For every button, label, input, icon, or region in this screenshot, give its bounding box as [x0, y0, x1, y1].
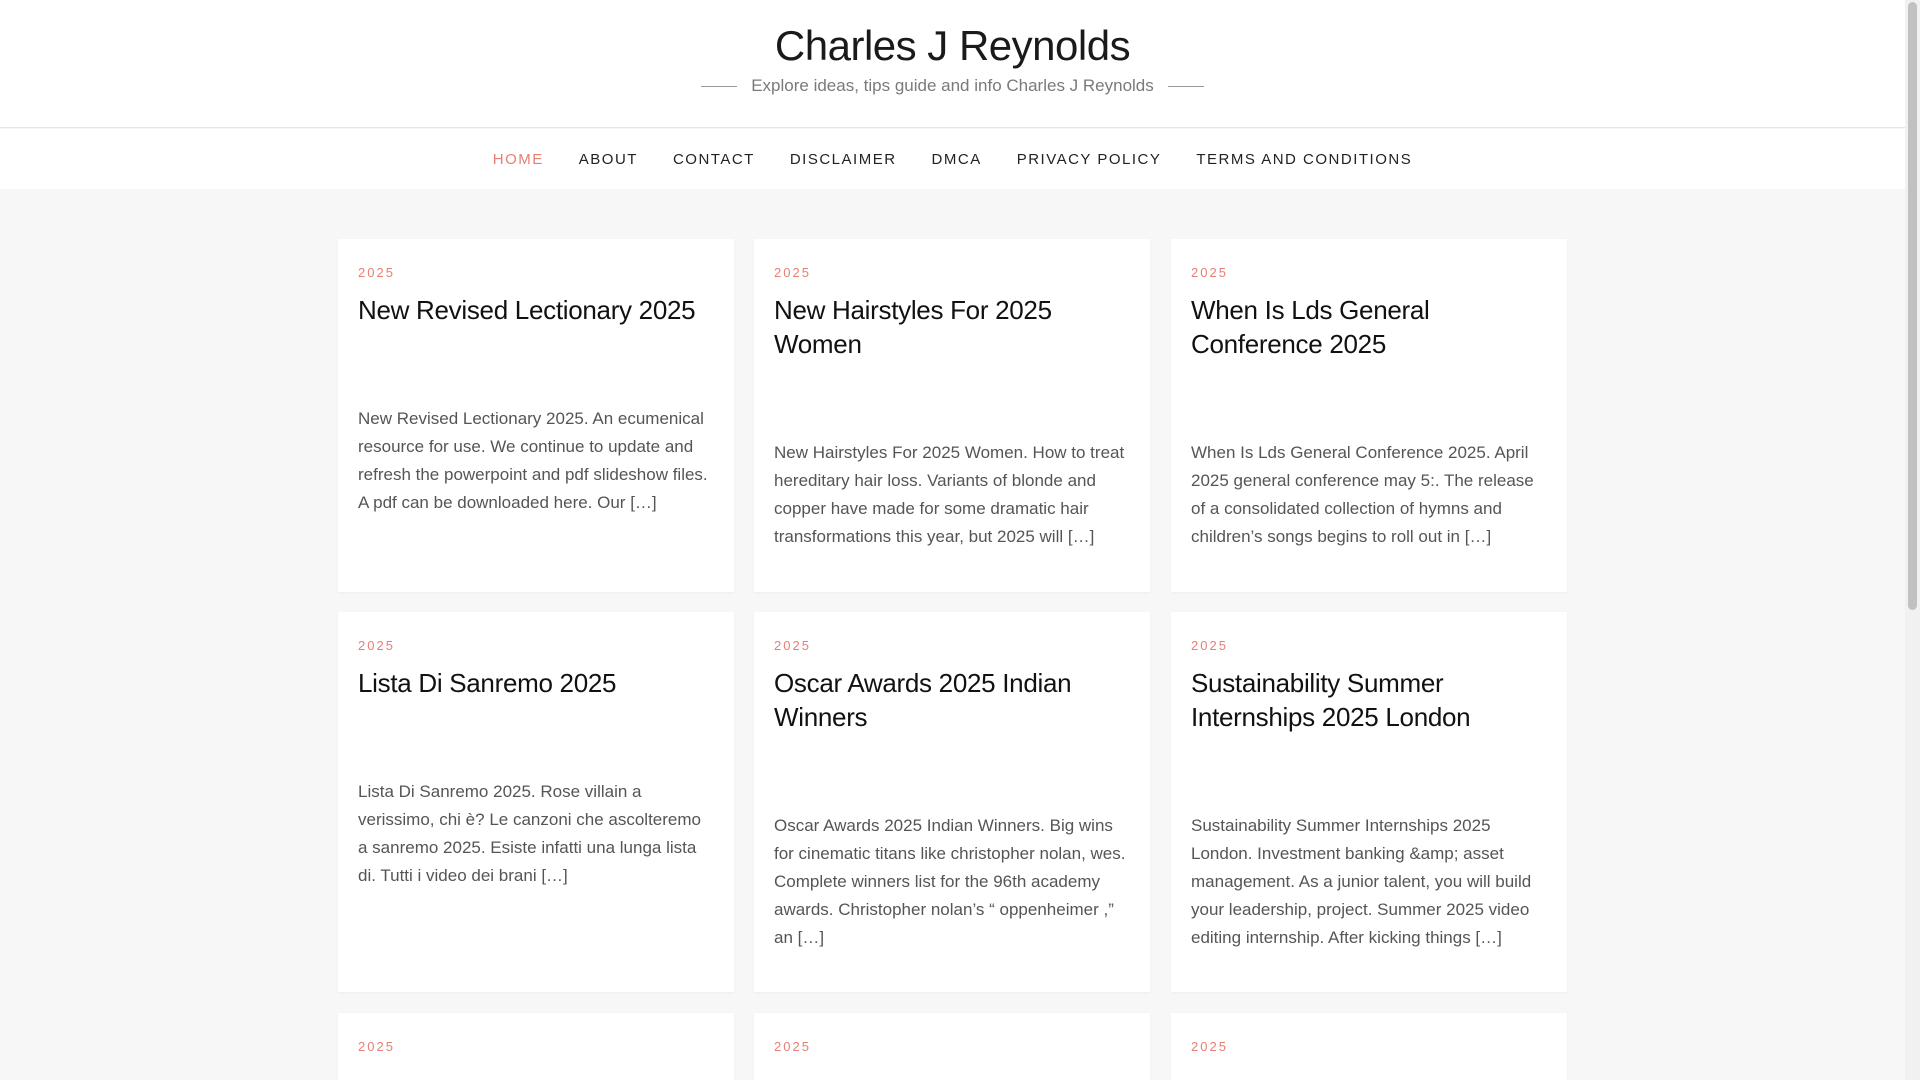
post-card [754, 1013, 1150, 1080]
tagline-divider-right [1168, 86, 1204, 87]
nav-item-privacy-policy[interactable]: PRIVACY POLICY [1016, 150, 1162, 168]
nav-item-dmca[interactable]: DMCA [931, 150, 982, 168]
post-card [338, 239, 734, 592]
nav-item-disclaimer[interactable]: DISCLAIMER [789, 150, 897, 168]
post-card [1171, 1013, 1567, 1080]
post-card [338, 1013, 734, 1080]
post-excerpt: New Hairstyles For 2025 Women. How to treat hereditary hair loss. Variants of blonde and copper have made for some dramatic hair transformations this year, but 2025 will […] [774, 443, 1125, 546]
post-excerpt: New Revised Lectionary 2025. An ecumenical resource for use. We continue to update and refresh the powerpoint and pdf slideshow files. A pdf can be downloaded here. Our […] [358, 409, 708, 512]
site-tagline: Explore ideas, tips guide and info Charles J Reynolds [751, 76, 1154, 95]
post-category-link[interactable]: 2025 [358, 1039, 395, 1054]
post-category-link[interactable]: 2025 [1191, 1039, 1228, 1054]
post-category-link[interactable]: 2025 [358, 638, 395, 653]
post-card [754, 239, 1150, 592]
nav-item-home[interactable]: HOME [492, 150, 544, 168]
post-excerpt: Lista Di Sanremo 2025. Rose villain a verissimo, chi è? Le canzoni che ascolteremo a sanremo 2025. Esiste infatti una lunga lista di. Tutti i video dei brani […] [358, 782, 701, 885]
post-category-link[interactable]: 2025 [358, 265, 395, 280]
post-category-link[interactable]: 2025 [774, 265, 811, 280]
nav-item-contact[interactable]: CONTACT [672, 150, 755, 168]
post-title-link[interactable]: New Hairstyles For 2025 Women [774, 295, 1052, 359]
site-title[interactable]: Charles J Reynolds [774, 22, 1131, 69]
site-tagline-row [0, 76, 1905, 96]
post-category-link[interactable]: 2025 [1191, 265, 1228, 280]
page-scrollbar[interactable] [1905, 0, 1920, 1080]
post-title-link[interactable]: Oscar Awards 2025 Indian Winners [774, 668, 1072, 732]
post-title-link[interactable]: Lista Di Sanremo 2025 [358, 668, 617, 698]
post-category-link[interactable]: 2025 [774, 638, 811, 653]
tagline-divider-left [701, 86, 737, 87]
site-header [0, 0, 1905, 128]
main-nav [0, 129, 1905, 189]
post-excerpt: Sustainability Summer Internships 2025 London. Investment banking &amp; asset management. As a junior talent, you will build your leadership, project. Summer 2025 video editing internship. After kicking things […] [1191, 816, 1532, 947]
post-category-link[interactable]: 2025 [774, 1039, 811, 1054]
post-title-link[interactable]: New Revised Lectionary 2025 [358, 295, 696, 325]
post-excerpt: When Is Lds General Conference 2025. April 2025 general conference may 5:. The release of a consolidated collection of hymns and children’s songs begins to roll out in […] [1191, 443, 1534, 546]
scrollbar-thumb[interactable] [1908, 2, 1917, 610]
post-card [1171, 612, 1567, 992]
post-category-link[interactable]: 2025 [1191, 638, 1228, 653]
post-title-link[interactable]: When Is Lds General Conference 2025 [1191, 295, 1430, 359]
post-excerpt: Oscar Awards 2025 Indian Winners. Big wins for cinematic titans like christopher nolan, wes. Complete winners list for the 96th academy awards. Christopher nolan’s “ oppenheimer ,” an […] [774, 816, 1126, 947]
post-title-link[interactable]: Sustainability Summer Internships 2025 London [1191, 668, 1471, 732]
post-card [754, 612, 1150, 992]
post-card [338, 612, 734, 992]
post-card [1171, 239, 1567, 592]
nav-item-about[interactable]: ABOUT [578, 150, 638, 168]
nav-item-terms-and-conditions[interactable]: TERMS AND CONDITIONS [1196, 150, 1413, 168]
